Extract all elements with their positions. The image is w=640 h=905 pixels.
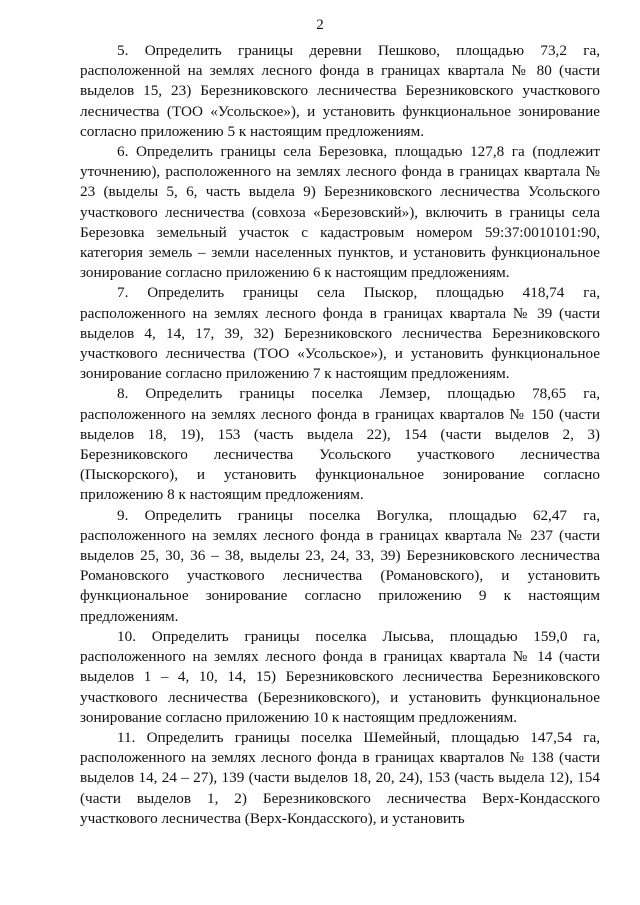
paragraph-8: 8. Определить границы поселка Лемзер, площадью 78,65 га, расположенного на землях лесного фонда в границах кварталов № 150 (части выделов 18, 19), 153 (часть выдела 22), 154 (части выделов 2, 3) Березниковского лесничества Усольского участкового лесничества (Пыскорского), и установить функциональное зонирование согласно приложению 8 к настоящим предложениям. [80, 385, 600, 504]
paragraph-9: 9. Определить границы поселка Вогулка, площадью 62,47 га, расположенного на землях лесного фонда в границах квартала № 237 (части выделов 25, 30, 36 – 38, выделы 23, 24, 33, 39) Березниковского лесничества Романовского участкового лесничества (Романовского), и установить функциональное зонирование согласно приложению 9 к настоящим предложениям. [80, 506, 600, 625]
paragraph-5: 5. Определить границы деревни Пешково, площадью 73,2 га, расположенной на землях лесного фонда в границах квартала № 80 (части выделов 15, 23) Березниковского лесничества Березниковского участкового лесничества (ТОО «Усольское»), и установить функциональное зонирование согласно приложению 5 к настоящим предложениям. [80, 42, 600, 140]
paragraph-11: 11. Определить границы поселка Шемейный, площадью 147,54 га, расположенного на землях лесного фонда в границах кварталов № 138 (части выделов 14, 24 – 27), 139 (части выделов 18, 20, 24), 153 (часть выдела 12), 154 (части выделов 1, 2) Березниковского лесничества Верх-Кондасского участкового лесничества (Верх-Кондасского), и установить [80, 728, 600, 827]
paragraph-6: 6. Определить границы села Березовка, площадью 127,8 га (подлежит уточнению), расположенного на землях лесного фонда в границах квартала № 23 (выделы 5, 6, часть выдела 9) Березниковского лесничества Усольского участкового лесничества (совхоза «Березовский»), включить в границы села Березовка земельный участок с кадастровым номером 59:37:0010101:90, категория земель – земли населенных пунктов, и установить функциональное зонирование согласно приложению 6 к настоящим предложениям. [80, 143, 600, 282]
paragraph-10: 10. Определить границы поселка Лысьва, площадью 159,0 га, расположенного на землях лесного фонда в границах квартала № 14 (части выделов 1 – 4, 10, 14, 15) Березниковского лесничества Березниковского участкового лесничества (Березниковского), и установить функциональное зонирование согласно приложению 10 к настоящим предложениям. [80, 627, 600, 726]
paragraph-7: 7. Определить границы села Пыскор, площадью 418,74 га, расположенного на землях лесного фонда в границах квартала № 39 (части выделов 4, 14, 17, 39, 32) Березниковского лесничества Березниковского участкового лесничества (ТОО «Усольское»), и установить функциональное зонирование согласно приложению 7 к настоящим предложениям. [80, 284, 600, 383]
page-number: 2 [316, 17, 324, 33]
document-body [80, 41, 600, 829]
